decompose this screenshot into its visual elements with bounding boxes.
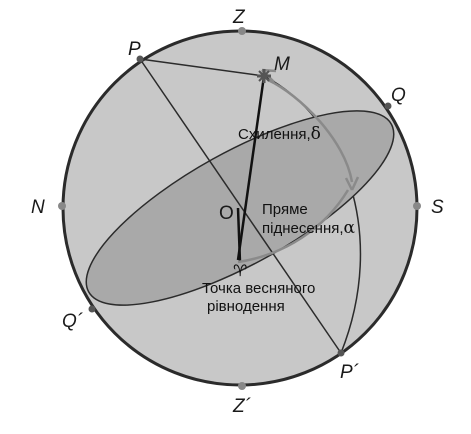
right-ascension-line1: Пряме — [262, 201, 308, 218]
vernal-equinox-line2: рівнодення — [207, 298, 285, 315]
label-zenith: Z — [233, 7, 245, 28]
declination-label — [238, 124, 321, 144]
pole-south-point — [338, 350, 345, 357]
north-point — [58, 202, 66, 210]
right-ascension-line2 — [262, 218, 356, 238]
declination-symbol: δ — [310, 124, 321, 144]
label-star: M — [274, 54, 290, 75]
declination-text: Схилення, — [238, 126, 311, 143]
south-point — [413, 202, 421, 210]
label-center: O — [219, 203, 234, 224]
right-ascension-symbol: α — [343, 218, 356, 238]
label-pole: P — [128, 39, 141, 60]
label-south: S — [431, 197, 444, 218]
right-ascension-text: піднесення, — [262, 220, 344, 237]
nadir-point — [238, 382, 246, 390]
label-pole-south: P´ — [340, 362, 359, 383]
label-nadir: Z´ — [233, 396, 251, 417]
label-equator-east: Q — [391, 85, 406, 106]
zenith-point — [238, 27, 246, 35]
label-north: N — [31, 197, 45, 218]
equator-west-point — [89, 306, 96, 313]
star-m-marker — [257, 69, 271, 83]
vernal-equinox-symbol: ♈ — [233, 261, 248, 280]
label-equator-west: Q´ — [62, 311, 84, 332]
vernal-equinox-line1: Точка весняного — [202, 280, 316, 297]
